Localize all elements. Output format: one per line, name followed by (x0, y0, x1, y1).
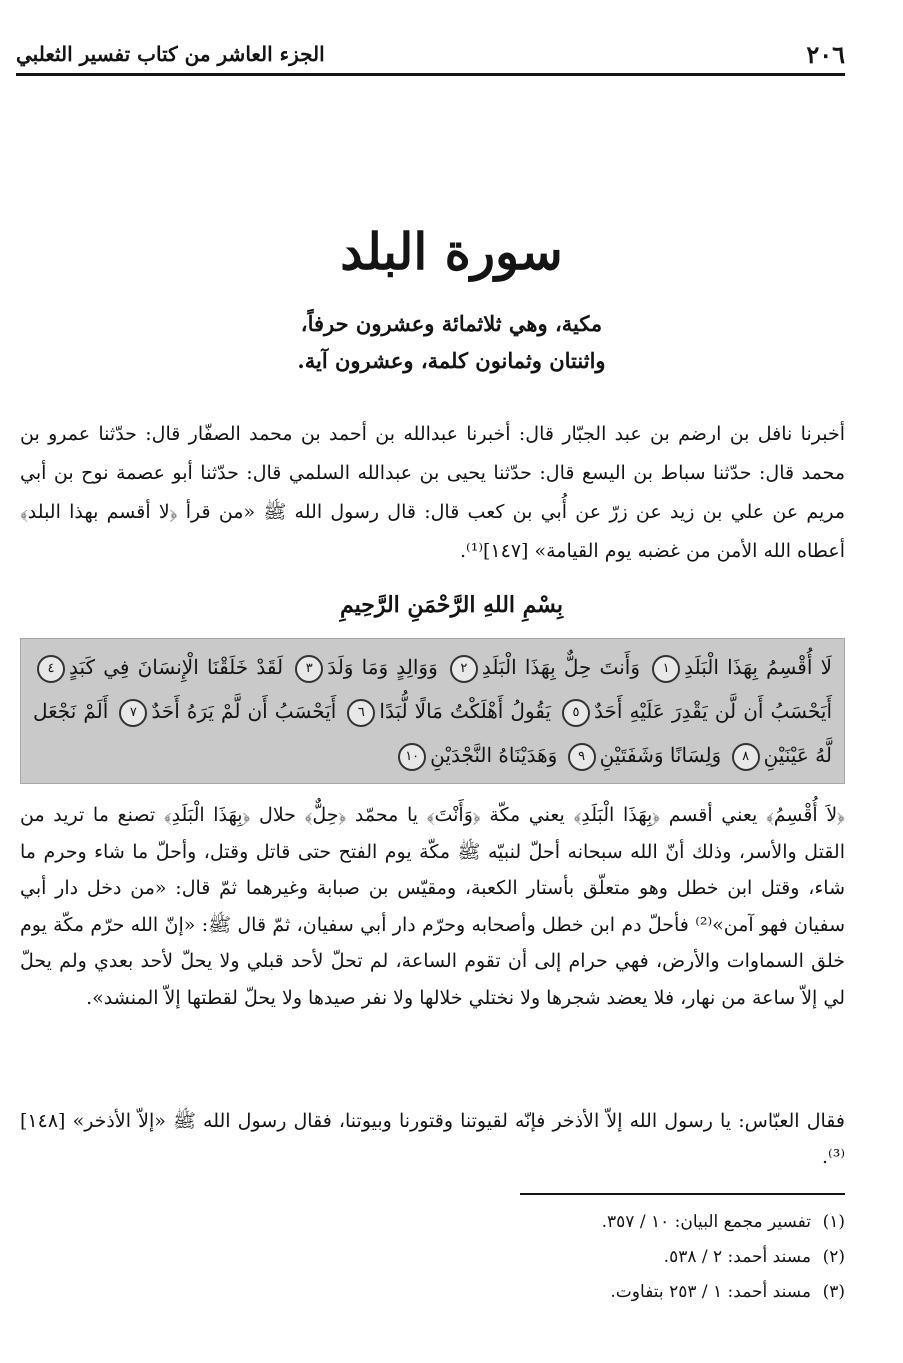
footnote (602, 1240, 845, 1275)
verse-text: يَقُولُ أَهْلَكْتُ مَالًا لُّبَدًا (379, 699, 551, 723)
surah-subtitle-line1: مكية، وهي ثلاثمائة وعشرون حرفاً، (300, 311, 603, 336)
verse-text: لَقَدْ خَلَقْنَا الْإِنسَانَ فِي كَبَدٍ (69, 655, 284, 679)
verse-text: أَيَحْسَبُ أَن لَّمْ يَرَهُ أَحَدٌ (151, 699, 337, 723)
isnad-paragraph: أخبرنا نافل بن ارضم بن عبد الجبّار قال: أخبرنا عبدالله بن أحمد بن محمد الصفّار قال: حدّثنا عمرو بن محمد قال: حدّثنا سباط بن اليسع قال: حدّثنا يحيى بن عبدالله السلمي قال: حدّثنا أبو عصمة نوح بن أبي مريم عن علي بن زيد عن زرّ عن أُبي بن كعب قال: قال رسول الله ﷺ «من قرأ ﴿لا أقسم بهذا البلد﴾ أعطاه الله الأمن من غضبه يوم القيامة» [١٤٧]⁽¹⁾. (20, 423, 845, 562)
footnote-number: (٣) (822, 1282, 845, 1302)
verse-text: لَا أُقْسِمُ بِهَذَا الْبَلَدِ (684, 655, 832, 679)
ayah-number-marker: ١ (652, 655, 680, 683)
ayah-number-marker: ٩ (568, 743, 596, 771)
footnote-divider (520, 1193, 845, 1195)
footnote (602, 1275, 845, 1310)
tafsir-paragraph: ﴿لاَ أُقْسِمُ﴾ يعني أقسم ﴿بِهَذَا الْبَلَدِ﴾ يعني مكّة ﴿وَأَنْتَ﴾ يا محمّد ﴿حِلٌّ﴾ حلال ﴿بِهَذَا الْبَلَدِ﴾ تصنع ما تريد من القتل والأسر، وذلك أنّ الله سبحانه أحلّ لنبيّه ﷺ مكّة يوم الفتح حتى قاتل وقتل، وأحلّ ما شاء وحرم ما شاء، وقتل ابن خطل وهو متعلّق بأستار الكعبة، ومقيّس بن صبابة وغيرهما ثمّ قال: «من دخل دار أبي سفيان فهو آمن»⁽²⁾ فأحلّ دم ابن خطل وأصحابه وحرّم دار أبي سفيان، ثمّ قال ﷺ: «إنّ الله حرّم مكّة يوم خلق السماوات والأرض، فهي حرام إلى أن تقوم الساعة، لم تحلّ لأحد قبلي ولا يحلّ لأحد بعدي ولم يحلّ لي إلاّ ساعة من نهار، فلا يعضد شجرها ولا نختلي خلالها ولا نفر صيدها ولا يحلّ لقطتها إلاّ المنشد». (20, 804, 846, 1009)
surah-title: سورة البلد (340, 222, 563, 281)
closing-paragraph: فقال العبّاس: يا رسول الله إلاّ الأذخر فإنّه لقيوتنا وقتورنا وبيوتنا، فقال رسول الله ﷺ «إلاّ الأذخر» [١٤٨]⁽³⁾. (20, 1110, 845, 1168)
running-title: الجزء العاشر من كتاب تفسير الثعلبي (16, 42, 325, 66)
verse-text: أَلَمْ نَجْعَل لَّهُ عَيْنَيْنِ (33, 699, 832, 767)
surah-subtitle-line2: واثنتان وثمانون كلمة، وعشرون آية. (297, 348, 606, 373)
footnote-text: مسند أحمد: ٢ / ٥٣٨. (663, 1247, 811, 1267)
ayah-number-marker: ٨ (732, 743, 760, 771)
basmala: بِسْمِ اللهِ الرَّحْمَنِ الرَّحِيمِ (339, 592, 564, 618)
header-rule (16, 73, 845, 76)
verse-text: وَأَنتَ حِلٌّ بِهَذَا الْبَلَدِ (481, 655, 640, 679)
page-header (16, 38, 845, 76)
footnote (602, 1205, 845, 1240)
footnote-text: مسند أحمد: ١ / ٢٥٣ بتفاوت. (610, 1282, 811, 1302)
page-number: ٢٠٦ (806, 40, 845, 69)
footnote-number: (٢) (822, 1247, 845, 1267)
footnote-text: تفسير مجمع البيان: ١٠ / ٣٥٧. (601, 1212, 811, 1232)
verse-text: أَيَحْسَبُ أَن لَّن يَقْدِرَ عَلَيْهِ أَحَدٌ (594, 699, 833, 723)
verse-text: وَهَدَيْنَاهُ النَّجْدَيْنِ (430, 743, 558, 767)
verse-text: وَوَالِدٍ وَمَا وَلَدَ (327, 655, 438, 679)
ayah-number-marker: ٧ (119, 699, 147, 727)
ayah-number-marker: ٢ (450, 655, 478, 683)
ayah-number-marker: ٣ (295, 655, 323, 683)
footnote-number: (١) (822, 1212, 845, 1232)
ayah-number-marker: ١٠ (398, 743, 426, 771)
quran-verses-box (20, 638, 845, 784)
verse-text: وَلِسَانًا وَشَفَتَيْنِ (599, 743, 722, 767)
ayah-number-marker: ٤ (37, 655, 65, 683)
footnotes (602, 1205, 845, 1310)
ayah-number-marker: ٥ (562, 699, 590, 727)
ayah-number-marker: ٦ (347, 699, 375, 727)
